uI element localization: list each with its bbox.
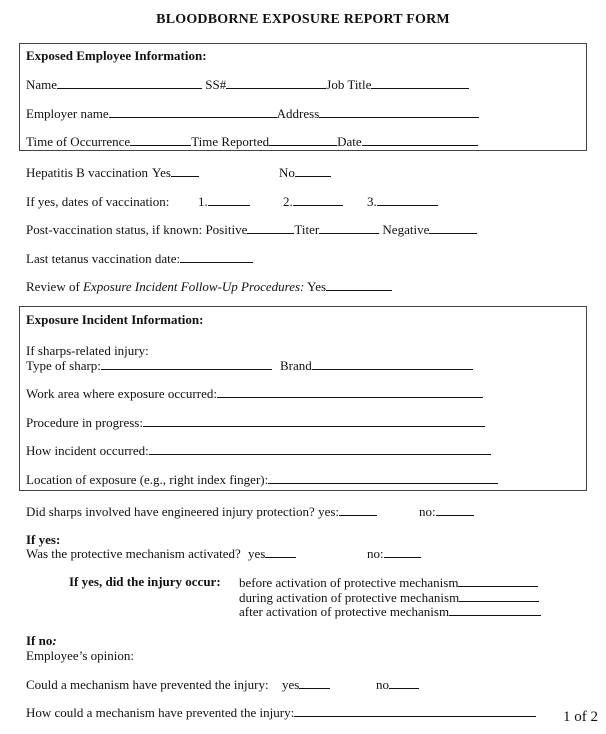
time-reported-field[interactable] — [269, 134, 337, 146]
work-area-label: Work area where exposure occurred: — [26, 386, 217, 401]
sharps-related-label: If sharps-related injury: — [26, 343, 149, 358]
address-field[interactable] — [319, 106, 479, 118]
positive-field[interactable] — [247, 222, 294, 234]
post-vaccination-row — [26, 222, 477, 237]
injury-occur-label: If yes, did the injury occur: — [69, 574, 221, 589]
procedure-field[interactable] — [143, 415, 485, 427]
could-prevent-yes-label: yes — [282, 677, 300, 692]
hep-b-yes-label: Yes — [152, 165, 171, 180]
activated-yes-field[interactable] — [265, 546, 296, 558]
hep-b-label: Hepatitis B vaccination — [26, 165, 149, 180]
post-status-label: Post-vaccination status, if known: — [26, 222, 203, 237]
date-3-label: 3. — [367, 194, 377, 209]
type-of-sharp-row — [26, 358, 272, 373]
after-activation-field[interactable] — [449, 604, 541, 616]
review-prefix: Review of — [26, 279, 80, 294]
if-no-heading-colon: : — [52, 633, 57, 648]
exposed-employee-heading: Exposed Employee Information: — [26, 48, 207, 63]
employee-opinion-label: Employee’s opinion: — [26, 648, 134, 663]
name-label: Name — [26, 77, 58, 92]
work-area-field[interactable] — [217, 386, 483, 398]
employer-name-field[interactable] — [109, 106, 277, 118]
date-1-field[interactable] — [208, 194, 250, 206]
could-prevent-label: Could a mechanism have prevented the injury: — [26, 677, 269, 692]
activated-no-field[interactable] — [384, 546, 421, 558]
job-title-label: Job Title — [326, 77, 372, 92]
last-tetanus-field[interactable] — [180, 251, 253, 263]
name-row — [26, 77, 469, 92]
protection-yes-label: yes: — [318, 504, 340, 519]
form-title: BLOODBORNE EXPOSURE REPORT FORM — [156, 12, 450, 27]
review-yes-label: Yes — [307, 279, 327, 294]
employer-name-label: Employer name — [26, 106, 109, 121]
date-field[interactable] — [362, 134, 478, 146]
review-row — [26, 279, 392, 294]
brand-field[interactable] — [312, 358, 473, 370]
before-activation-field[interactable] — [458, 575, 538, 587]
titer-label: Titer — [294, 222, 320, 237]
activated-no-label: no: — [367, 546, 384, 561]
review-document: Exposure Incident Follow-Up Procedures: — [83, 279, 305, 294]
could-prevent-yes-field[interactable] — [299, 677, 330, 689]
exposure-incident-heading: Exposure Incident Information: — [26, 312, 204, 327]
protection-no-field[interactable] — [436, 504, 474, 516]
review-yes-field[interactable] — [326, 279, 392, 291]
could-prevent-no-field[interactable] — [389, 677, 419, 689]
if-no-heading-main: If no — [26, 633, 53, 648]
date-3-field[interactable] — [377, 194, 438, 206]
negative-field[interactable] — [429, 222, 477, 234]
before-activation-label: before activation of protective mechanism — [239, 575, 459, 590]
positive-label: Positive — [205, 222, 248, 237]
vaccination-dates-label: If yes, dates of vaccination: — [26, 194, 170, 209]
page-number: 1 of 2 — [563, 709, 598, 725]
date-1-label: 1. — [198, 194, 208, 209]
protection-yes-field[interactable] — [339, 504, 377, 516]
location-label: Location of exposure (e.g., right index finger): — [26, 472, 269, 487]
last-tetanus-label: Last tetanus vaccination date: — [26, 251, 181, 266]
job-title-field[interactable] — [371, 77, 469, 89]
hep-b-yes-field[interactable] — [171, 165, 199, 177]
could-prevent-no-label: no — [376, 677, 389, 692]
date-label: Date — [337, 134, 362, 149]
address-label: Address — [276, 106, 320, 121]
date-2-label: 2. — [283, 194, 293, 209]
procedure-label: Procedure in progress: — [26, 415, 143, 430]
ss-label: SS# — [205, 77, 227, 92]
brand-label: Brand — [280, 358, 312, 373]
how-prevent-field[interactable] — [294, 705, 536, 717]
date-2-field[interactable] — [293, 194, 343, 206]
titer-field[interactable] — [319, 222, 379, 234]
time-reported-label: Time Reported — [191, 134, 270, 149]
if-no-heading — [26, 633, 57, 648]
type-of-sharp-field[interactable] — [101, 358, 272, 370]
employer-row — [26, 106, 479, 121]
how-occurred-field[interactable] — [149, 443, 491, 455]
negative-label: Negative — [382, 222, 430, 237]
hep-b-no-field[interactable] — [295, 165, 331, 177]
name-field[interactable] — [57, 77, 202, 89]
during-activation-label: during activation of protective mechanism — [239, 590, 460, 605]
time-occurrence-field[interactable] — [130, 134, 191, 146]
after-activation-label: after activation of protective mechanism — [239, 604, 450, 619]
type-of-sharp-label: Type of sharp: — [26, 358, 101, 373]
activated-yes-label: yes — [248, 546, 266, 561]
hep-b-no-label: No — [279, 165, 295, 180]
protection-question: Did sharps involved have engineered injury protection? — [26, 504, 315, 519]
time-row — [26, 134, 478, 149]
how-occurred-label: How incident occurred: — [26, 443, 149, 458]
time-occurrence-label: Time of Occurrence — [26, 134, 131, 149]
protection-no-label: no: — [419, 504, 436, 519]
location-field[interactable] — [268, 472, 498, 484]
how-prevent-label: How could a mechanism have prevented the injury: — [26, 705, 295, 720]
activated-question: Was the protective mechanism activated? — [26, 546, 241, 561]
ss-field[interactable] — [226, 77, 326, 89]
during-activation-field[interactable] — [459, 590, 539, 602]
if-yes-heading: If yes: — [26, 532, 61, 547]
